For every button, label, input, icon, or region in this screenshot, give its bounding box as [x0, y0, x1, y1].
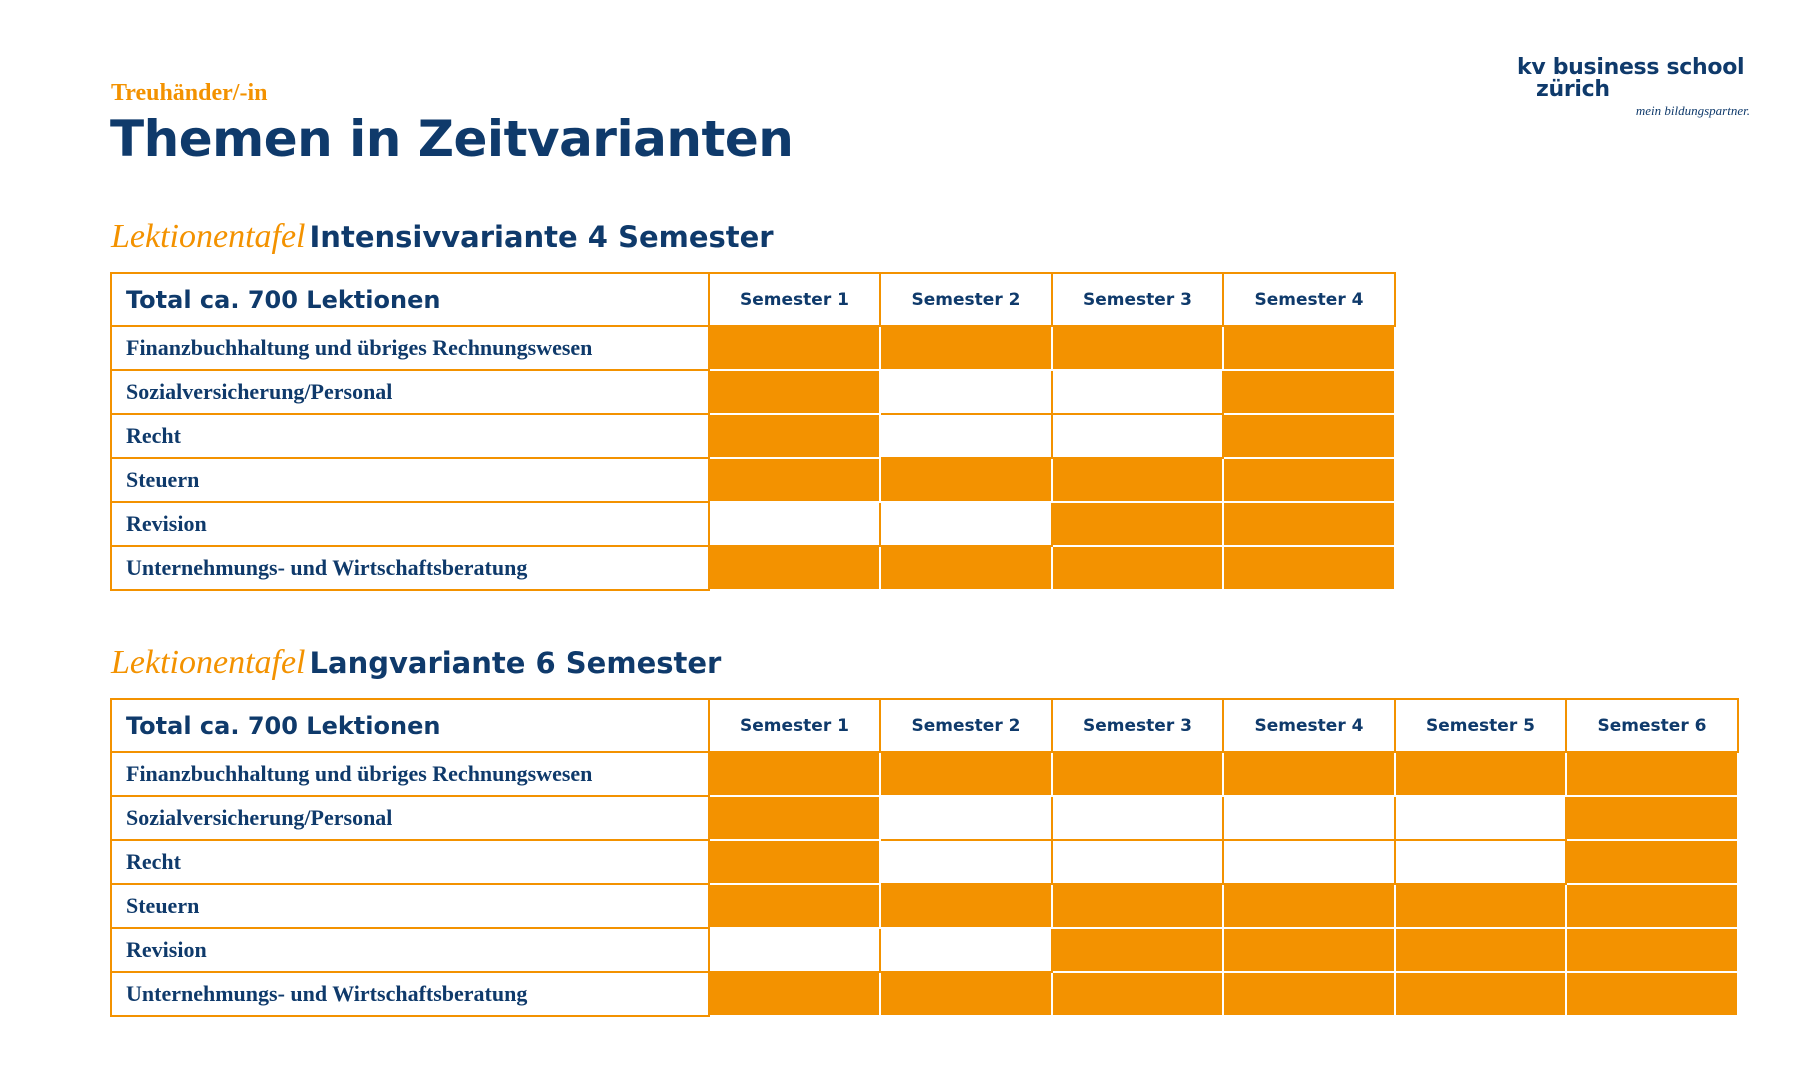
lesson-table-intensiv [110, 272, 1396, 591]
topic-label: Unternehmungs- und Wirtschaftsberatung [111, 972, 709, 1016]
semester-cell-active [1052, 972, 1223, 1016]
semester-cell-empty [1223, 796, 1395, 840]
semester-cell-active [1052, 546, 1223, 590]
table-row [111, 458, 1395, 502]
semester-header-5: Semester 5 [1395, 699, 1566, 752]
table-row [111, 502, 1395, 546]
semester-header-4: Semester 4 [1223, 273, 1395, 326]
kv-logo [1500, 55, 1750, 125]
logo-line-1: kv business school [1517, 55, 1745, 80]
table-header-row [111, 699, 1738, 752]
semester-cell-active [709, 752, 880, 796]
topic-label: Recht [111, 840, 709, 884]
semester-header-2: Semester 2 [880, 273, 1052, 326]
topic-label: Finanzbuchhaltung und übriges Rechnungswesen [111, 326, 709, 370]
semester-cell-empty [709, 502, 880, 546]
semester-cell-active [1223, 414, 1395, 458]
table-row [111, 884, 1738, 928]
semester-cell-active [1566, 884, 1738, 928]
table-header-row [111, 273, 1395, 326]
logo-line-2: zürich [1536, 77, 1610, 102]
table-row [111, 546, 1395, 590]
semester-cell-active [709, 884, 880, 928]
semester-cell-empty [880, 370, 1052, 414]
table-row [111, 796, 1738, 840]
semester-cell-active [1052, 502, 1223, 546]
table-row [111, 928, 1738, 972]
total-lessons-label: Total ca. 700 Lektionen [111, 699, 709, 752]
semester-cell-empty [880, 840, 1052, 884]
semester-header-4: Semester 4 [1223, 699, 1395, 752]
semester-cell-active [1223, 370, 1395, 414]
semester-cell-empty [1223, 840, 1395, 884]
topic-label: Sozialversicherung/Personal [111, 796, 709, 840]
semester-cell-active [709, 796, 880, 840]
semester-cell-active [1223, 502, 1395, 546]
lesson-table-lang [110, 698, 1739, 1017]
semester-cell-empty [709, 928, 880, 972]
semester-cell-active [709, 414, 880, 458]
semester-cell-active [709, 972, 880, 1016]
semester-cell-empty [880, 928, 1052, 972]
topic-label: Revision [111, 928, 709, 972]
logo-tagline: mein bildungspartner. [1635, 103, 1750, 118]
topic-label: Sozialversicherung/Personal [111, 370, 709, 414]
semester-cell-active [709, 326, 880, 370]
semester-cell-active [1566, 928, 1738, 972]
semester-cell-empty [880, 796, 1052, 840]
semester-cell-active [1566, 752, 1738, 796]
table-row [111, 370, 1395, 414]
semester-cell-active [1566, 796, 1738, 840]
page-kicker: Treuhänder/-in [111, 80, 268, 106]
semester-cell-active [1395, 884, 1566, 928]
semester-cell-active [880, 884, 1052, 928]
semester-header-1: Semester 1 [709, 273, 880, 326]
semester-header-3: Semester 3 [1052, 699, 1223, 752]
semester-cell-active [1395, 752, 1566, 796]
page-title: Themen in Zeitvarianten [110, 110, 794, 168]
semester-header-1: Semester 1 [709, 699, 880, 752]
total-lessons-label: Total ca. 700 Lektionen [111, 273, 709, 326]
table-row [111, 326, 1395, 370]
section-prefix: Lektionentafel [111, 218, 306, 255]
section-prefix: Lektionentafel [111, 644, 306, 681]
semester-cell-active [1395, 972, 1566, 1016]
semester-cell-active [1223, 928, 1395, 972]
section-heading-lang [111, 644, 721, 682]
semester-cell-active [1223, 884, 1395, 928]
semester-header-3: Semester 3 [1052, 273, 1223, 326]
semester-cell-active [709, 370, 880, 414]
semester-cell-active [1566, 840, 1738, 884]
semester-header-2: Semester 2 [880, 699, 1052, 752]
semester-cell-empty [1395, 840, 1566, 884]
semester-cell-empty [880, 502, 1052, 546]
semester-cell-active [880, 972, 1052, 1016]
topic-label: Steuern [111, 884, 709, 928]
semester-cell-active [1223, 752, 1395, 796]
semester-cell-active [709, 546, 880, 590]
table-row [111, 414, 1395, 458]
semester-cell-active [1223, 458, 1395, 502]
semester-cell-active [880, 546, 1052, 590]
table-row [111, 972, 1738, 1016]
semester-cell-empty [1052, 840, 1223, 884]
topic-label: Steuern [111, 458, 709, 502]
semester-cell-active [1566, 972, 1738, 1016]
semester-cell-active [1223, 546, 1395, 590]
topic-label: Revision [111, 502, 709, 546]
semester-cell-active [709, 458, 880, 502]
topic-label: Finanzbuchhaltung und übriges Rechnungswesen [111, 752, 709, 796]
semester-cell-active [1052, 752, 1223, 796]
topic-label: Recht [111, 414, 709, 458]
semester-cell-active [1052, 928, 1223, 972]
semester-cell-active [709, 840, 880, 884]
semester-cell-active [1052, 326, 1223, 370]
semester-cell-active [1052, 884, 1223, 928]
semester-cell-active [1223, 972, 1395, 1016]
semester-cell-active [880, 458, 1052, 502]
semester-header-6: Semester 6 [1566, 699, 1738, 752]
semester-cell-empty [1052, 370, 1223, 414]
semester-cell-active [880, 752, 1052, 796]
semester-cell-active [1395, 928, 1566, 972]
semester-cell-empty [1395, 796, 1566, 840]
topic-label: Unternehmungs- und Wirtschaftsberatung [111, 546, 709, 590]
semester-cell-active [1223, 326, 1395, 370]
table-row [111, 840, 1738, 884]
semester-cell-active [1052, 458, 1223, 502]
semester-cell-empty [1052, 796, 1223, 840]
semester-cell-empty [1052, 414, 1223, 458]
semester-cell-empty [880, 414, 1052, 458]
semester-cell-active [880, 326, 1052, 370]
table-row [111, 752, 1738, 796]
section-title: Intensivvariante 4 Semester [309, 220, 774, 254]
section-title: Langvariante 6 Semester [309, 646, 722, 680]
section-heading-intensiv [111, 218, 774, 256]
